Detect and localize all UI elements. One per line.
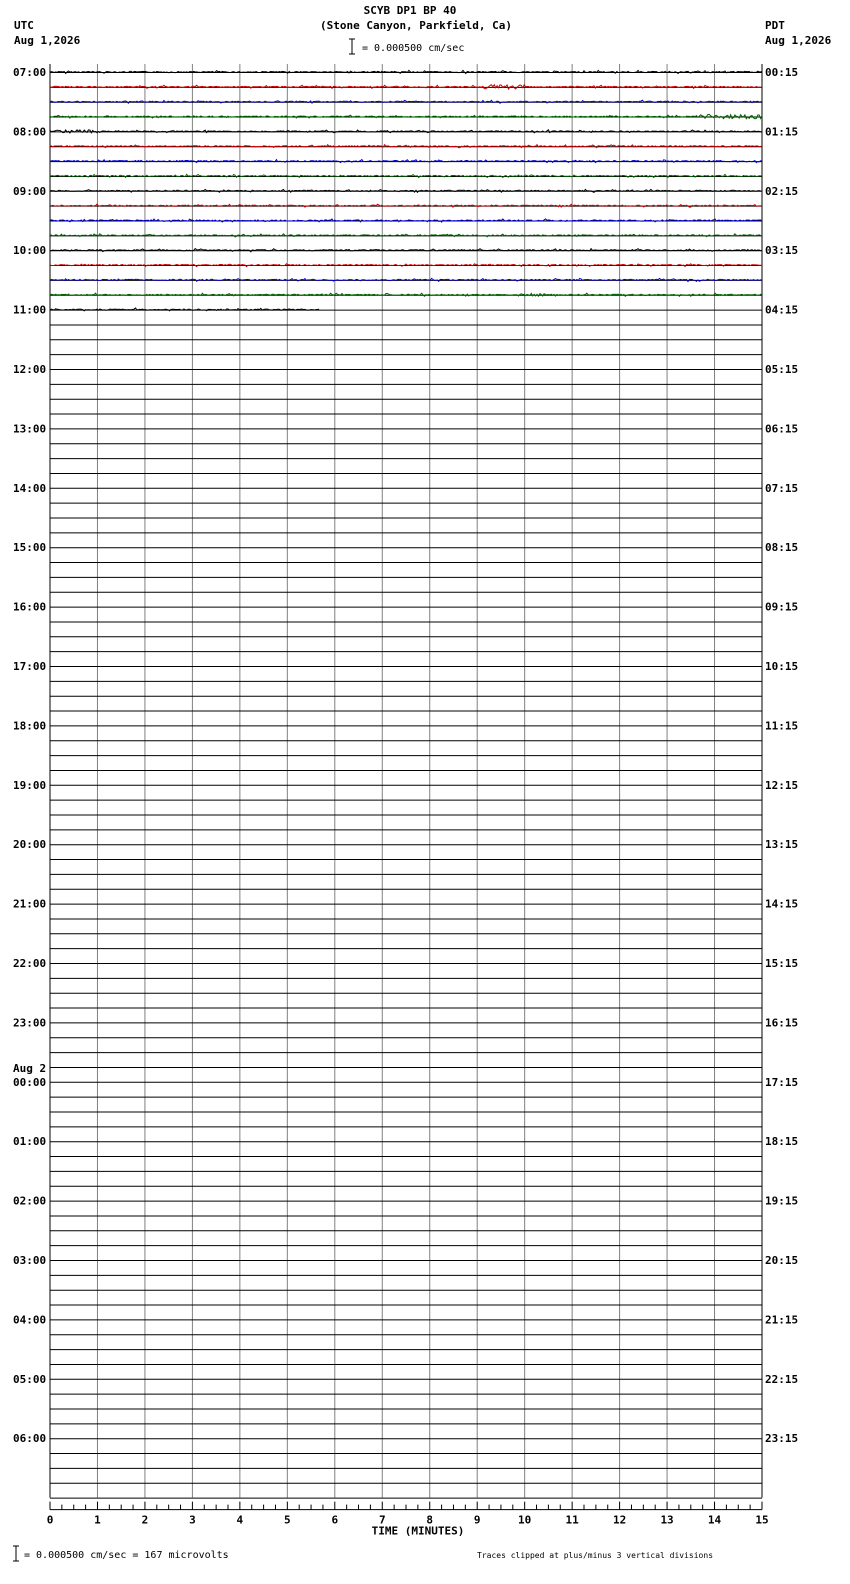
x-tick-label: 13 bbox=[660, 1513, 674, 1527]
utc-hour-label: 09:00 bbox=[13, 184, 47, 198]
seismic-trace bbox=[50, 249, 762, 252]
utc-hour-label: 03:00 bbox=[13, 1254, 47, 1267]
seismic-trace bbox=[50, 114, 762, 118]
scale-label: = 0.000500 cm/sec bbox=[362, 43, 465, 54]
x-tick-label: 9 bbox=[473, 1513, 481, 1527]
utc-hour-labels bbox=[13, 66, 46, 1445]
x-tick-label: 6 bbox=[331, 1513, 339, 1527]
pdt-hour-label: 07:15 bbox=[765, 481, 799, 495]
utc-hour-label: 19:00 bbox=[13, 778, 47, 792]
day-change-label: Aug 2 bbox=[13, 1061, 47, 1075]
utc-hour-label: 10:00 bbox=[13, 244, 47, 258]
pdt-hour-label: 05:15 bbox=[765, 363, 799, 376]
utc-hour-label: 07:00 bbox=[13, 66, 47, 79]
utc-hour-label: 08:00 bbox=[13, 125, 47, 139]
x-tick-label: 5 bbox=[284, 1513, 291, 1527]
pdt-hour-label: 00:15 bbox=[765, 66, 799, 79]
utc-hour-label: 17:00 bbox=[13, 660, 47, 673]
x-tick-label: 15 bbox=[755, 1513, 769, 1527]
pdt-hour-label: 14:15 bbox=[765, 897, 799, 911]
pdt-hour-label: 21:15 bbox=[765, 1313, 799, 1327]
pdt-hour-label: 02:15 bbox=[765, 184, 799, 198]
pdt-hour-label: 09:15 bbox=[765, 600, 799, 614]
x-tick-label: 1 bbox=[94, 1513, 101, 1527]
x-tick-label: 2 bbox=[141, 1513, 149, 1527]
pdt-hour-label: 17:15 bbox=[765, 1075, 799, 1089]
pdt-hour-label: 23:15 bbox=[765, 1432, 799, 1446]
pdt-hour-label: 11:15 bbox=[765, 719, 799, 733]
utc-hour-label: 18:00 bbox=[13, 719, 47, 733]
utc-hour-label: 02:00 bbox=[13, 1194, 47, 1208]
utc-hour-label: 00:00 bbox=[13, 1075, 47, 1089]
left-date: Aug 1,2026 bbox=[14, 34, 81, 47]
utc-hour-label: 14:00 bbox=[13, 481, 47, 495]
x-tick-label: 7 bbox=[378, 1513, 386, 1527]
x-tick-label: 10 bbox=[518, 1513, 532, 1527]
utc-hour-label: 12:00 bbox=[13, 363, 47, 376]
pdt-hour-label: 04:15 bbox=[765, 303, 799, 317]
pdt-hour-labels bbox=[765, 66, 798, 1445]
seismic-trace bbox=[50, 293, 762, 296]
clip-note: Traces clipped at plus/minus 3 vertical divisions bbox=[477, 1551, 714, 1560]
utc-hour-label: 05:00 bbox=[13, 1372, 47, 1386]
pdt-hour-label: 16:15 bbox=[765, 1016, 799, 1030]
utc-hour-label: 06:00 bbox=[13, 1432, 47, 1446]
x-tick-label: 14 bbox=[707, 1513, 722, 1527]
seismic-traces bbox=[50, 70, 762, 311]
x-tick-label: 3 bbox=[189, 1513, 196, 1527]
utc-hour-label: 01:00 bbox=[13, 1135, 47, 1149]
utc-hour-label: 04:00 bbox=[13, 1313, 47, 1327]
pdt-hour-label: 08:15 bbox=[765, 541, 799, 555]
seismic-trace bbox=[50, 70, 762, 73]
utc-hour-label: 20:00 bbox=[13, 838, 47, 852]
utc-hour-label: 23:00 bbox=[13, 1016, 47, 1030]
pdt-hour-label: 10:15 bbox=[765, 660, 799, 673]
utc-hour-label: 16:00 bbox=[13, 600, 47, 614]
left-timezone: UTC bbox=[14, 19, 34, 32]
x-tick-label: 0 bbox=[46, 1513, 54, 1527]
footer-scale-bar-icon bbox=[10, 1545, 22, 1563]
utc-hour-label: 15:00 bbox=[13, 541, 47, 555]
x-axis bbox=[47, 1502, 769, 1538]
pdt-hour-label: 22:15 bbox=[765, 1372, 799, 1386]
pdt-hour-label: 18:15 bbox=[765, 1135, 799, 1149]
seismic-trace bbox=[50, 204, 762, 207]
x-tick-label: 4 bbox=[236, 1513, 244, 1527]
x-tick-label: 11 bbox=[565, 1513, 579, 1527]
pdt-hour-label: 03:15 bbox=[765, 244, 799, 258]
pdt-hour-label: 15:15 bbox=[765, 957, 799, 970]
pdt-hour-label: 13:15 bbox=[765, 838, 799, 852]
utc-hour-label: 22:00 bbox=[13, 957, 47, 970]
footer-scale-label: = 0.000500 cm/sec = 167 microvolts bbox=[24, 1550, 229, 1561]
pdt-hour-label: 01:15 bbox=[765, 125, 799, 139]
pdt-hour-label: 12:15 bbox=[765, 778, 799, 792]
x-tick-label: 8 bbox=[426, 1513, 434, 1527]
x-axis-label: TIME (MINUTES) bbox=[371, 1524, 465, 1538]
pdt-hour-label: 19:15 bbox=[765, 1194, 799, 1208]
chart-title: SCYB DP1 BP 40 bbox=[363, 4, 457, 17]
row-baselines bbox=[50, 73, 762, 1499]
utc-hour-label: 21:00 bbox=[13, 897, 47, 911]
pdt-hour-label: 06:15 bbox=[765, 422, 799, 436]
pdt-hour-label: 20:15 bbox=[765, 1254, 799, 1267]
utc-hour-label: 13:00 bbox=[13, 422, 47, 436]
utc-hour-label: 11:00 bbox=[13, 303, 47, 317]
right-timezone: PDT bbox=[765, 19, 785, 32]
chart-subtitle: (Stone Canyon, Parkfield, Ca) bbox=[319, 19, 513, 32]
x-tick-label: 12 bbox=[612, 1513, 627, 1527]
right-date: Aug 1,2026 bbox=[765, 34, 832, 47]
